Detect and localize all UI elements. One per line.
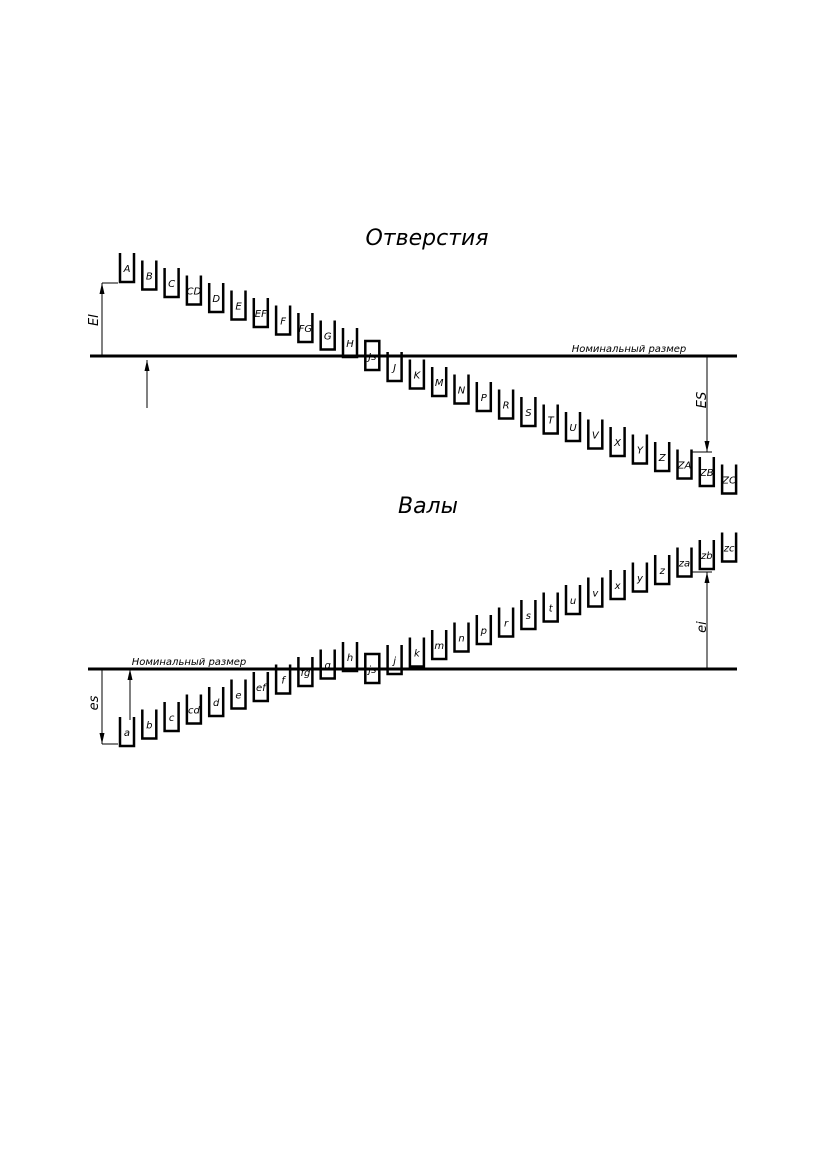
shafts-field-r [499,608,513,637]
holes-field-h [343,328,357,357]
shafts-field-label-p: p [480,626,487,637]
holes-field-label-j: J [393,363,397,374]
holes-field-label-p: P [480,393,487,404]
holes-field-label-m: M [434,378,444,389]
shafts-field-x [611,570,625,599]
shafts-field-v [588,578,602,607]
shafts-field-label-j: j [393,656,396,667]
shafts-title: Валы [397,494,459,519]
holes-field-n [455,375,469,404]
holes-field-label-h: H [346,339,354,350]
holes-field-label-v: V [591,430,599,442]
shafts-field-s [521,600,535,629]
holes-field-fg [298,313,312,342]
holes-field-a [120,253,134,282]
shafts-field-h [343,642,357,671]
shafts-field-m [432,630,446,659]
holes-ei-label: EI [87,313,102,327]
shafts-field-ef [254,672,268,701]
holes-reference-arrow-icon [145,360,150,371]
holes-field-label-e: E [235,301,242,313]
shafts-field-label-k: k [414,648,420,660]
holes-field-label-f: F [280,316,286,328]
holes-field-label-fg: FG [298,324,313,335]
shafts-field-p [477,615,491,644]
holes-field-label-r: R [502,400,510,412]
shafts-field-label-ef: ef [255,683,266,694]
holes-field-v [588,420,602,449]
holes-field-g [321,321,335,350]
holes-field-label-d: D [212,294,221,305]
shafts-field-label-z: z [659,566,665,577]
holes-field-y [633,435,647,464]
shafts-nominal-label: Номинальный размер [131,657,247,668]
shafts-field-label-g: g [324,660,331,672]
holes-field-s [521,397,535,426]
holes-field-cd [187,276,202,305]
holes-field-t [544,405,558,434]
holes-fields-group [120,253,736,494]
shafts-field-label-f: f [281,675,285,687]
shafts-field-label-v: v [592,588,599,600]
holes-field-label-js: Js [368,352,377,363]
shafts-field-label-h: h [346,653,354,664]
shafts-field-label-js: js [368,665,377,676]
holes-es-label: ES [695,391,710,409]
shafts-field-t [544,593,558,622]
shafts-field-b [142,710,156,739]
shafts-field-cd [187,695,201,724]
holes-field-b [142,261,156,290]
holes-field-label-a: A [123,264,131,275]
shafts-field-label-c: c [168,713,175,724]
shafts-field-za [678,548,692,577]
shafts-field-label-zb: zb [700,551,713,562]
holes-field-d [209,283,223,312]
shafts-field-label-r: r [504,618,509,630]
shafts-field-label-fg: fg [300,668,311,679]
shafts-field-label-b: b [146,720,153,732]
shafts-field-label-x: x [614,581,621,592]
shafts-field-label-cd: cd [187,705,200,717]
shafts-field-label-n: n [458,633,465,645]
shafts-field-c [165,702,179,731]
holes-title: Отверстия [365,226,489,251]
shafts-field-label-y: y [636,573,643,585]
holes-field-zb [699,457,714,486]
holes-field-label-u: U [569,423,577,434]
holes-field-label-ef: EF [254,309,267,320]
holes-field-label-t: T [547,415,554,427]
shafts-field-u [566,585,580,614]
holes-field-x [611,427,625,456]
shafts-field-zc [722,533,736,562]
shafts-field-label-a: a [123,728,131,739]
shafts-field-label-d: d [213,698,220,709]
holes-field-label-cd: CD [186,286,202,298]
shafts-field-e [232,680,246,709]
shafts-es-label: es [87,695,102,711]
holes-field-u [566,412,580,441]
shafts-field-label-u: u [569,596,577,607]
holes-field-za [677,450,692,479]
holes-field-p [477,382,491,411]
holes-field-label-g: G [323,331,332,343]
shafts-field-d [209,687,223,716]
shafts-field-label-e: e [235,690,242,702]
holes-field-label-k: K [413,370,421,382]
holes-field-label-z: Z [658,453,666,464]
holes-field-r [499,390,513,419]
shafts-field-fg [298,657,312,686]
shafts-field-n [455,623,469,652]
shafts-reference-arrow-icon [128,669,133,680]
holes-field-label-y: Y [636,445,643,457]
shafts-field-k [410,638,424,667]
holes-field-k [410,360,424,389]
shafts-field-g [321,650,335,679]
holes-field-label-zb: ZB [699,468,714,479]
holes-field-label-b: B [145,271,153,283]
shafts-field-y [633,563,647,592]
shafts-field-z [655,555,669,584]
es-upper-arrow-icon [705,441,710,452]
holes-field-ef [254,298,268,327]
ei-arrow-icon [100,283,105,294]
shafts-field-label-t: t [548,603,553,615]
holes-field-c [165,268,179,297]
shafts-field-label-m: m [434,641,445,652]
holes-field-e [232,291,246,320]
shafts-field-label-za: za [678,558,691,570]
holes-nominal-label: Номинальный размер [571,344,687,355]
holes-field-f [276,306,290,335]
holes-field-label-n: N [457,385,466,397]
holes-field-z [655,442,669,471]
ei-lower-arrow-icon [705,572,710,583]
holes-field-zc [721,465,736,494]
holes-field-label-c: C [168,279,176,290]
shafts-ei-label: ei [695,621,710,633]
holes-field-label-x: X [614,438,622,449]
shafts-field-label-s: s [525,611,532,622]
shafts-fields-group [120,533,736,747]
es-lower-arrow-icon [100,733,105,744]
holes-field-label-zc: ZC [722,475,737,487]
holes-field-label-s: S [525,408,532,419]
holes-field-label-za: ZA [677,460,692,472]
shafts-field-label-zc: zc [723,543,735,555]
shafts-field-a [120,717,134,746]
shafts-field-zb [700,540,714,569]
holes-field-m [432,367,446,396]
